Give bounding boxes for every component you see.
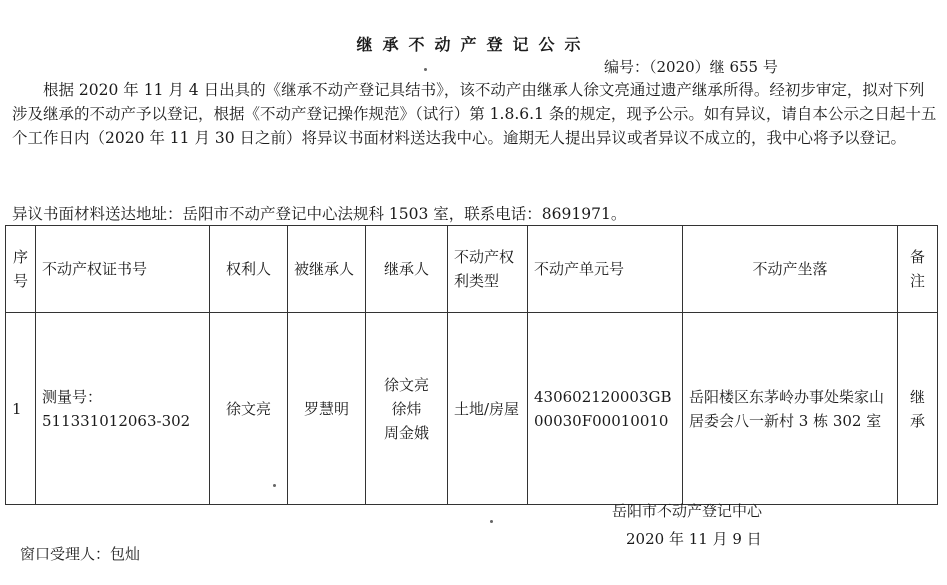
scan-speck	[424, 68, 427, 71]
cell-heirs	[366, 313, 448, 505]
header-location: 不动产坐落	[683, 226, 898, 313]
notice-paragraph: 根据 2020 年 11 月 4 日出具的《继承不动产登记具结书》，该不动产由继承人徐文亮通过遗产继承所得。经初步审定，拟对下列涉及继承的不动产予以登记，根据《不动产登记操作规范》（试行）第 1.8.6.1 条的规定，现予公示。如有异议，请自本公示之日起十五个工作日内（2020 年 11 月 30 日之前）将异议书面材料送达我中心。逾期无人提出异议或者异议不成立的，我中心将予以登记。	[12, 81, 937, 147]
header-cert: 不动产权证书号	[36, 226, 210, 313]
heir-1: 徐文亮	[383, 375, 429, 394]
objection-address: 异议书面材料送达地址：岳阳市不动产登记中心法规科 1503 室，联系电话：8691971。	[12, 205, 627, 223]
cell-holder: 徐文亮	[210, 313, 288, 505]
table-header-row	[6, 226, 938, 313]
cell-unit-no: 430602120003GB00030F00010010	[528, 313, 683, 505]
issue-date: 2020 年 11 月 9 日	[626, 530, 762, 548]
registration-table	[5, 225, 938, 505]
notice-body	[12, 78, 937, 150]
header-note: 备注	[898, 226, 938, 313]
cert-label: 测量号：	[42, 387, 103, 406]
heir-2: 徐炜	[391, 399, 422, 418]
header-seq: 序号	[6, 226, 36, 313]
header-holder: 权利人	[210, 226, 288, 313]
cell-seq: 1	[6, 313, 36, 505]
cert-value: 511331012063-302	[42, 411, 191, 430]
cell-location: 岳阳楼区东茅岭办事处柴家山居委会八一新村 3 栋 302 室	[683, 313, 898, 505]
table-row	[6, 313, 938, 505]
cell-decedent: 罗慧明	[288, 313, 366, 505]
header-decedent: 被继承人	[288, 226, 366, 313]
cell-note: 继承	[898, 313, 938, 505]
document-number: 编号：（2020）继 655 号	[604, 58, 778, 76]
header-unit-no: 不动产单元号	[528, 226, 683, 313]
window-clerk: 窗口受理人：包灿	[20, 545, 141, 563]
issuing-organization: 岳阳市不动产登记中心	[612, 502, 763, 520]
header-heirs: 继承人	[366, 226, 448, 313]
cell-right-type: 土地/房屋	[448, 313, 528, 505]
cell-cert	[36, 313, 210, 505]
scan-speck	[273, 484, 276, 487]
page-title: 继承不动产登记公示	[356, 35, 591, 54]
header-right-type: 不动产权利类型	[448, 226, 528, 313]
scan-speck	[490, 520, 493, 523]
heir-3: 周金娥	[383, 423, 429, 442]
